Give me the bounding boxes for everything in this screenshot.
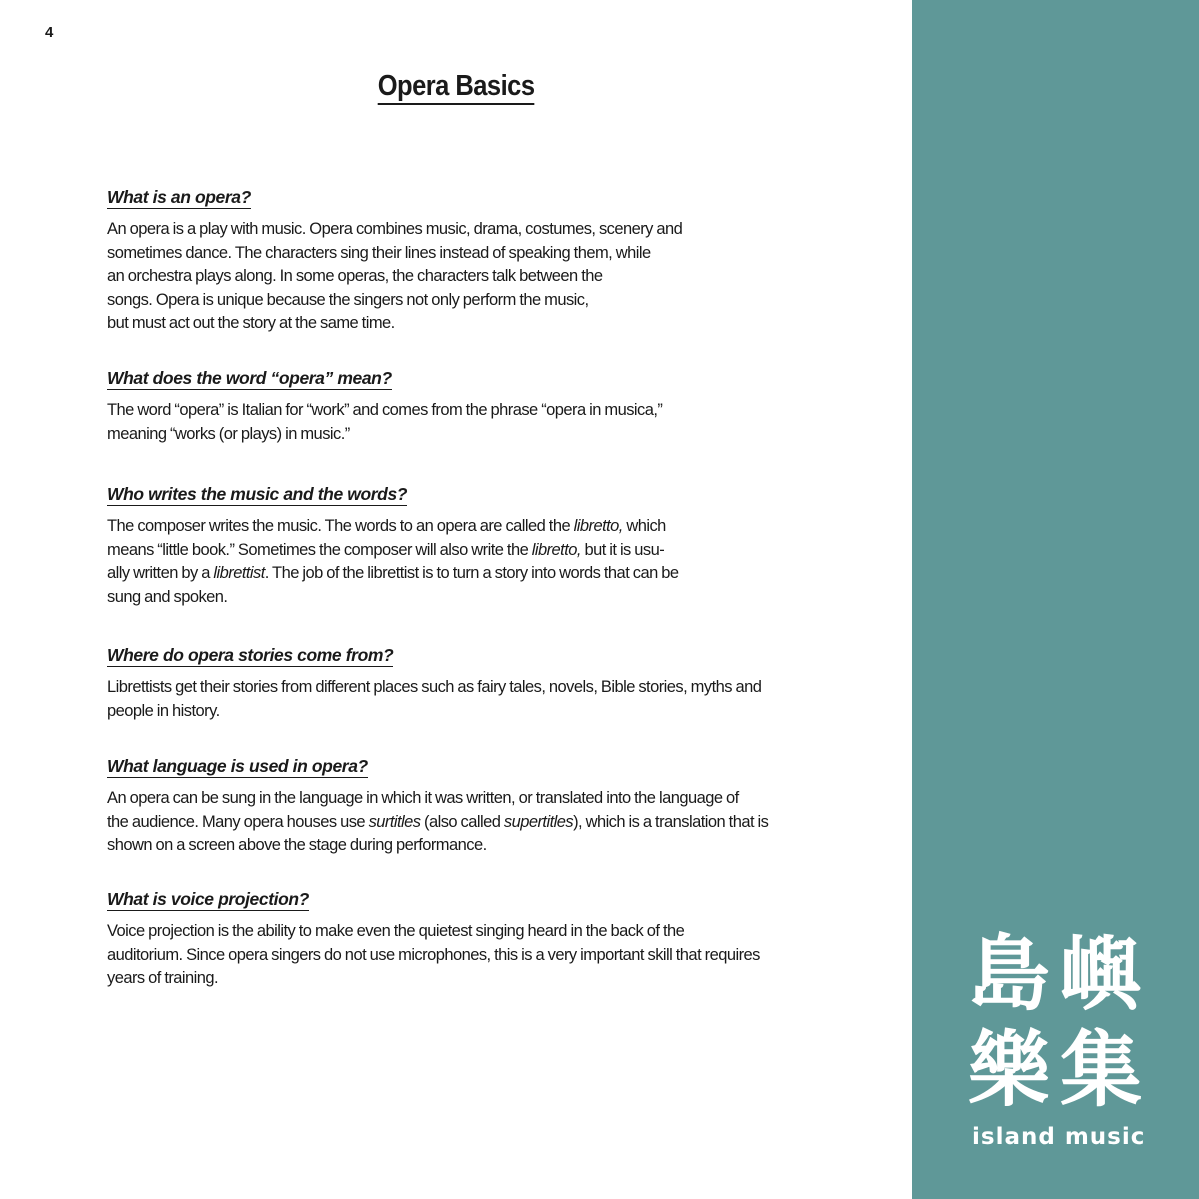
body-line bbox=[107, 539, 679, 563]
section bbox=[107, 644, 761, 723]
section bbox=[107, 888, 760, 991]
logo-text: island music bbox=[972, 1124, 1146, 1150]
logo-char-3: 樂 bbox=[968, 1023, 1051, 1118]
body-line bbox=[107, 562, 679, 586]
body-line: songs. Opera is unique because the singers not only perform the music, bbox=[107, 290, 589, 309]
page-number: 4 bbox=[45, 24, 54, 41]
body-line bbox=[107, 811, 768, 835]
body-line: an orchestra plays along. In some operas, the characters talk between the bbox=[107, 267, 603, 285]
section-heading: Who writes the music and the words? bbox=[107, 484, 408, 504]
section-body bbox=[107, 787, 768, 858]
text-run: which bbox=[622, 517, 666, 535]
section bbox=[107, 186, 682, 336]
body-line bbox=[107, 515, 679, 539]
text-run: means “little book.” Sometimes the composer will also write the bbox=[107, 540, 532, 559]
body-line: Voice projection is the ability to make even the quietest singing heard in the back of the bbox=[107, 922, 685, 940]
section bbox=[107, 755, 768, 858]
page-title-container bbox=[0, 70, 912, 105]
page-title: Opera Basics bbox=[378, 70, 535, 105]
italic-term: surtitles bbox=[368, 812, 421, 831]
body-line: sometimes dance. The characters sing their lines instead of speaking them, while bbox=[107, 243, 651, 262]
body-line: shown on a screen above the stage during performance. bbox=[107, 836, 487, 854]
body-line: auditorium. Since opera singers do not use microphones, this is a very important skill that requires bbox=[107, 945, 760, 964]
text-run: the audience. Many opera houses use bbox=[107, 812, 369, 831]
section-heading: What does the word “opera” mean? bbox=[107, 368, 392, 388]
italic-term: libretto, bbox=[573, 517, 623, 535]
section-body bbox=[107, 218, 682, 336]
italic-term: librettist bbox=[213, 564, 265, 582]
section-heading: Where do opera stories come from? bbox=[107, 645, 394, 665]
italic-term: libretto, bbox=[531, 540, 581, 559]
body-line: but must act out the story at the same time. bbox=[107, 314, 395, 332]
text-run: The composer writes the music. The words to an opera are called the bbox=[107, 517, 574, 535]
section-body bbox=[107, 399, 662, 446]
italic-term: supertitles bbox=[503, 812, 574, 831]
section-body bbox=[107, 676, 761, 723]
text-run: . The job of the librettist is to turn a story into words that can be bbox=[264, 564, 679, 582]
text-run: but it is usu- bbox=[580, 540, 665, 559]
body-line: An opera is a play with music. Opera combines music, drama, costumes, scenery and bbox=[107, 220, 683, 238]
logo-char-2: 嶼 bbox=[1060, 927, 1143, 1022]
section bbox=[107, 483, 679, 609]
section-body bbox=[107, 920, 760, 991]
section-body bbox=[107, 515, 679, 609]
logo-char-4: 集 bbox=[1060, 1023, 1143, 1118]
section-heading: What is voice projection? bbox=[107, 889, 309, 909]
body-line: sung and spoken. bbox=[107, 587, 228, 606]
text-run: (also called bbox=[420, 812, 504, 831]
text-run: ally written by a bbox=[107, 564, 214, 582]
logo-char-1: 島 bbox=[968, 927, 1051, 1022]
body-line: years of training. bbox=[107, 969, 219, 987]
body-line: people in history. bbox=[107, 701, 220, 720]
body-line: Librettists get their stories from different places such as fairy tales, novels, Bible stories, myths and bbox=[107, 678, 762, 696]
section bbox=[107, 367, 662, 446]
section-heading: What is an opera? bbox=[107, 187, 251, 207]
body-line: The word “opera” is Italian for “work” and comes from the phrase “opera in musica,” bbox=[107, 401, 663, 419]
text-run: ), which is a translation that is bbox=[573, 812, 769, 831]
body-line: An opera can be sung in the language in which it was written, or translated into the language of bbox=[107, 789, 739, 807]
body-line: meaning “works (or plays) in music.” bbox=[107, 424, 350, 443]
section-heading: What language is used in opera? bbox=[107, 756, 368, 776]
island-music-logo bbox=[968, 927, 1148, 1152]
